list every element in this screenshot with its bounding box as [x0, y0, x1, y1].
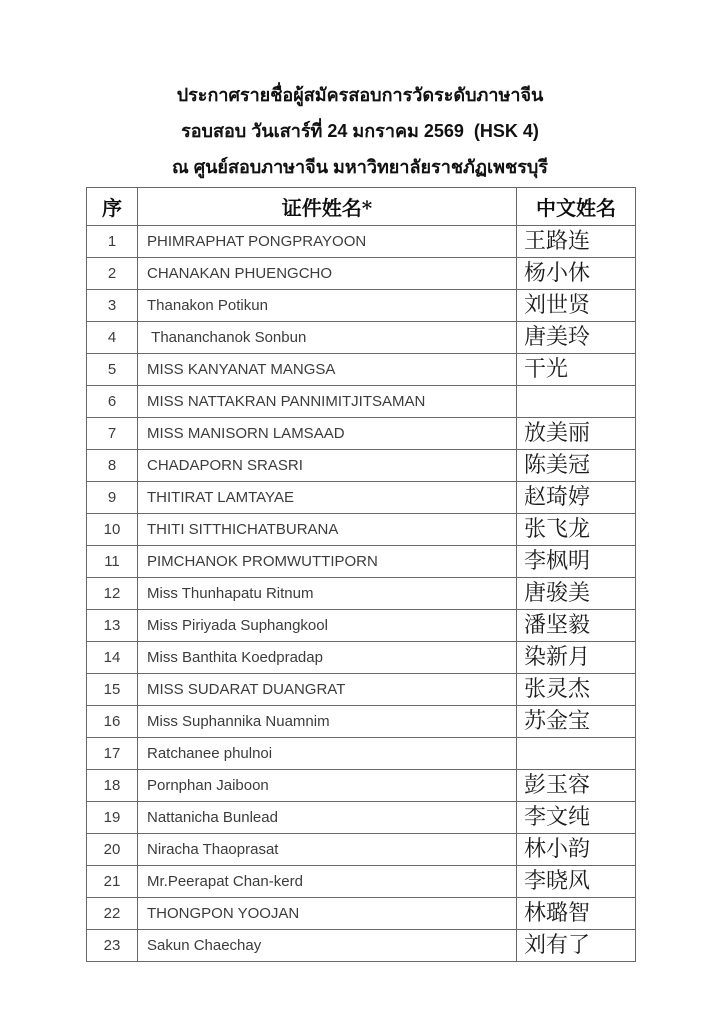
certificate-name: Pornphan Jaiboon	[138, 770, 517, 802]
chinese-name: 放美丽	[517, 418, 636, 450]
table-row	[87, 834, 636, 866]
row-sequence-number: 21	[87, 866, 138, 898]
row-sequence-number: 19	[87, 802, 138, 834]
certificate-name: Miss Piriyada Suphangkool	[138, 610, 517, 642]
chinese-name: 李晓风	[517, 866, 636, 898]
table-row	[87, 226, 636, 258]
certificate-name: Miss Thunhapatu Ritnum	[138, 578, 517, 610]
certificate-name: THONGPON YOOJAN	[138, 898, 517, 930]
row-sequence-number: 22	[87, 898, 138, 930]
certificate-name: Thananchanok Sonbun	[138, 322, 517, 354]
certificate-name: Thanakon Potikun	[138, 290, 517, 322]
certificate-name: Sakun Chaechay	[138, 930, 517, 962]
row-sequence-number: 18	[87, 770, 138, 802]
row-sequence-number: 2	[87, 258, 138, 290]
col-header-certificate-name: 证件姓名*	[138, 188, 517, 226]
chinese-name	[517, 738, 636, 770]
table-row	[87, 546, 636, 578]
certificate-name: Miss Suphannika Nuamnim	[138, 706, 517, 738]
table-row	[87, 866, 636, 898]
chinese-name: 王路连	[517, 226, 636, 258]
certificate-name: Mr.Peerapat Chan-kerd	[138, 866, 517, 898]
chinese-name: 林璐智	[517, 898, 636, 930]
row-sequence-number: 15	[87, 674, 138, 706]
certificate-name: THITI SITTHICHATBURANA	[138, 514, 517, 546]
table-row	[87, 930, 636, 962]
table-row	[87, 354, 636, 386]
chinese-name: 陈美冠	[517, 450, 636, 482]
row-sequence-number: 4	[87, 322, 138, 354]
table-row	[87, 322, 636, 354]
row-sequence-number: 16	[87, 706, 138, 738]
table-row	[87, 290, 636, 322]
table-row	[87, 482, 636, 514]
row-sequence-number: 5	[87, 354, 138, 386]
certificate-name: Niracha Thaoprasat	[138, 834, 517, 866]
row-sequence-number: 3	[87, 290, 138, 322]
row-sequence-number: 9	[87, 482, 138, 514]
certificate-name: MISS NATTAKRAN PANNIMITJITSAMAN	[138, 386, 517, 418]
chinese-name: 李枫明	[517, 546, 636, 578]
col-header-sequence: 序	[87, 188, 138, 226]
row-sequence-number: 13	[87, 610, 138, 642]
certificate-name: MISS KANYANAT MANGSA	[138, 354, 517, 386]
chinese-name: 染新月	[517, 642, 636, 674]
certificate-name: CHADAPORN SRASRI	[138, 450, 517, 482]
certificate-name: CHANAKAN PHUENGCHO	[138, 258, 517, 290]
certificate-name: Miss Banthita Koedpradap	[138, 642, 517, 674]
table-row	[87, 770, 636, 802]
certificate-name: MISS MANISORN LAMSAAD	[138, 418, 517, 450]
row-sequence-number: 8	[87, 450, 138, 482]
row-sequence-number: 20	[87, 834, 138, 866]
chinese-name: 刘有了	[517, 930, 636, 962]
certificate-name: Ratchanee phulnoi	[138, 738, 517, 770]
chinese-name: 干光	[517, 354, 636, 386]
certificate-name: THITIRAT LAMTAYAE	[138, 482, 517, 514]
table-row	[87, 610, 636, 642]
table-row	[87, 674, 636, 706]
row-sequence-number: 17	[87, 738, 138, 770]
chinese-name: 苏金宝	[517, 706, 636, 738]
certificate-name: PIMCHANOK PROMWUTTIPORN	[138, 546, 517, 578]
row-sequence-number: 14	[87, 642, 138, 674]
certificate-name: PHIMRAPHAT PONGPRAYOON	[138, 226, 517, 258]
table-row	[87, 258, 636, 290]
col-header-chinese-name: 中文姓名	[517, 188, 636, 226]
chinese-name: 李文纯	[517, 802, 636, 834]
table-row	[87, 642, 636, 674]
table-header	[87, 188, 636, 226]
chinese-name: 唐骏美	[517, 578, 636, 610]
table-body	[87, 226, 636, 962]
chinese-name: 林小韵	[517, 834, 636, 866]
row-sequence-number: 7	[87, 418, 138, 450]
chinese-name: 杨小休	[517, 258, 636, 290]
certificate-name: Nattanicha Bunlead	[138, 802, 517, 834]
title-line-3: ณ ศูนย์สอบภาษาจีน มหาวิทยาลัยราชภัฏเพชรบุรี	[172, 157, 548, 177]
title-line-1: ประกาศรายชื่อผู้สมัครสอบการวัดระดับภาษาจีน	[176, 85, 544, 105]
table-row	[87, 706, 636, 738]
table-row	[87, 578, 636, 610]
chinese-name	[517, 386, 636, 418]
table-row	[87, 898, 636, 930]
row-sequence-number: 12	[87, 578, 138, 610]
row-sequence-number: 23	[87, 930, 138, 962]
chinese-name: 张灵杰	[517, 674, 636, 706]
certificate-name: MISS SUDARAT DUANGRAT	[138, 674, 517, 706]
table-row	[87, 418, 636, 450]
chinese-name: 潘坚毅	[517, 610, 636, 642]
table-header-row	[87, 188, 636, 226]
chinese-name: 赵琦婷	[517, 482, 636, 514]
chinese-name: 唐美玲	[517, 322, 636, 354]
table-row	[87, 450, 636, 482]
document-title-block	[0, 0, 720, 185]
row-sequence-number: 10	[87, 514, 138, 546]
chinese-name: 张飞龙	[517, 514, 636, 546]
row-sequence-number: 6	[87, 386, 138, 418]
table-row	[87, 738, 636, 770]
table-row	[87, 802, 636, 834]
row-sequence-number: 1	[87, 226, 138, 258]
chinese-name: 刘世贤	[517, 290, 636, 322]
row-sequence-number: 11	[87, 546, 138, 578]
table-row	[87, 514, 636, 546]
table-row	[87, 386, 636, 418]
chinese-name: 彭玉容	[517, 770, 636, 802]
title-line-2: รอบสอบ วันเสาร์ที่ 24 มกราคม 2569 (HSK 4)	[181, 121, 539, 141]
applicant-table	[86, 187, 636, 962]
